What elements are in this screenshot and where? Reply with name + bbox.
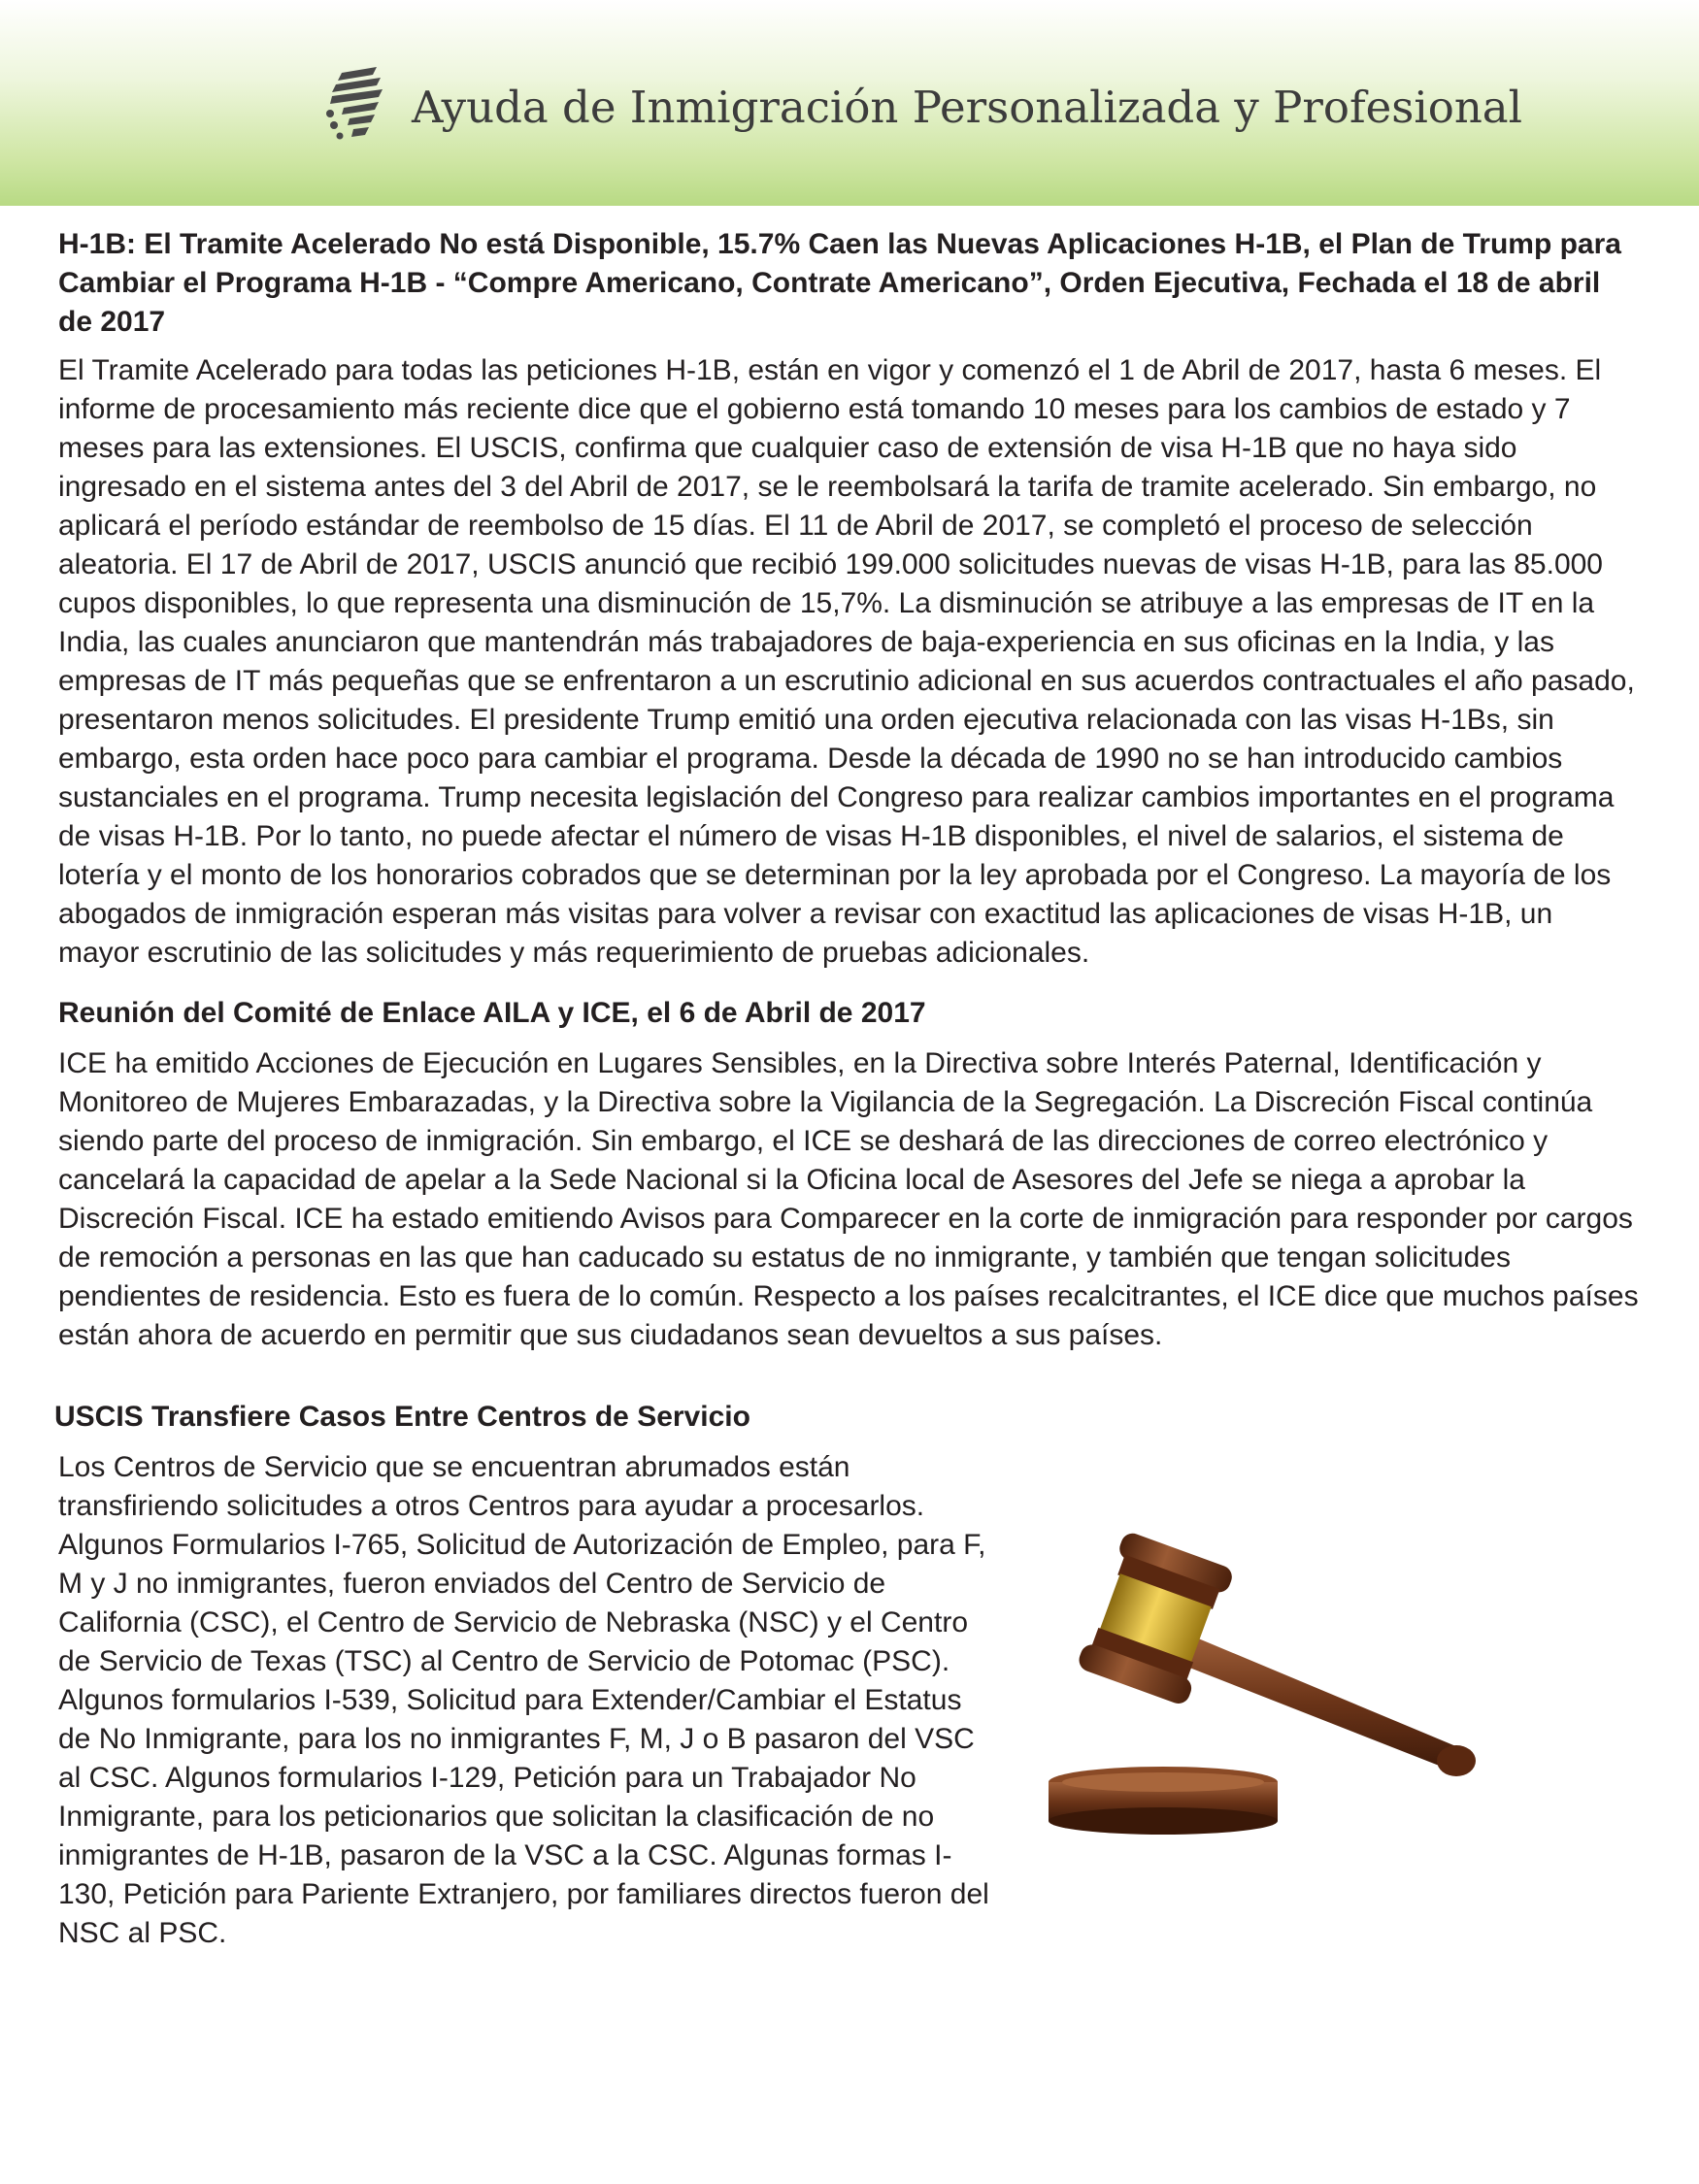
gavel-icon bbox=[1039, 1506, 1495, 1837]
section-body-aila-ice: ICE ha emitido Acciones de Ejecución en Lugares Sensibles, en la Directiva sobre Interés Paternal, Identificación y Monitoreo de Mujeres Embarazadas, y la Directiva sobre la Vigilancia de la Segregación. La Discreción Fiscal continúa siendo parte del proceso de inmigración. Sin embargo, el ICE se deshará de las direcciones de correo electrónico y cancelará la capacidad de apelar a la Sede Nacional si la Oficina local de Asesores del Jefe se niega a aprobar la Discreción Fiscal. ICE ha estado emitiendo Avisos para Comparecer en la corte de inmigración para responder por cargos de remoción a personas en las que han caducado su estatus de no inmigrante, y también que tengan solicitudes pendientes de residencia. Esto es fuera de lo común. Respecto a los países recalcitrantes, el ICE dice que muchos países están ahora de acuerdo en permitir que sus ciudadanos sean devueltos a sus países. bbox=[58, 1047, 1639, 1351]
brand-logo bbox=[320, 58, 1522, 155]
section-body-uscis-transfer: Los Centros de Servicio que se encuentran abrumados están transfiriendo solicitudes a otros Centros para ayudar a procesarlos. Algunos Formularios I-765, Solicitud de Autorización de Empleo, para F, M y J no inmigrantes, fueron enviados del Centro de Servicio de California (CSC), el Centro de Servicio de Nebraska (NSC) y el Centro de Servicio de Texas (TSC) al Centro de Servicio de Potomac (PSC). Algunos formularios I-539, Solicitud para Extender/Cambiar el Estatus de No Inmigrante, para los no inmigrantes F, M, J o B pasaron del VSC al CSC. Algunos formularios I-129, Petición para un Trabajador No Inmigrante, para los peticionarios que solicitan la clasificación de no inmigrantes de H-1B, pasaron de la VSC a la CSC. Algunas formas I-130, Petición para Pariente Extranjero, por familiares directos fueron del NSC al PSC. bbox=[58, 1451, 989, 1949]
section-title-uscis-transfer: USCIS Transfiere Casos Entre Centros de Servicio bbox=[54, 1401, 750, 1433]
article-content bbox=[54, 225, 1641, 1972]
section-body-h1b: El Tramite Acelerado para todas las peticiones H-1B, están en vigor y comenzó el 1 de Abril de 2017, hasta 6 meses. El informe de procesamiento más reciente dice que el gobierno está tomando 10 meses para los cambios de estado y 7 meses para las extensiones. El USCIS, confirma que cualquier caso de extensión de visa H-1B que no haya sido ingresado en el sistema antes del 3 del Abril de 2017, se le reembolsará la tarifa de tramite acelerado. Sin embargo, no aplicará el período estándar de reembolso de 15 días. El 11 de Abril de 2017, se completó el proceso de selección aleatoria. El 17 de Abril de 2017, USCIS anunció que recibió 199.000 solicitudes nuevas de visas H-1B, para las 85.000 cupos disponibles, lo que representa una disminución de 15,7%. La disminución se atribuye a las empresas de IT en la India, las cuales anunciaron que mantendrán más trabajadores de baja-experiencia en sus oficinas en la India, y las empresas de IT más pequeñas que se enfrentaron a un escrutinio adicional en sus acuerdos contractuales el año pasado, presentaron menos solicitudes. El presidente Trump emitió una orden ejecutiva relacionada con las visas H-1Bs, sin embargo, esta orden hace poco para cambiar el programa. Desde la década de 1990 no se han introducido cambios sustanciales en el programa. Trump necesita legislación del Congreso para realizar cambios importantes en el programa de visas H-1B. Por lo tanto, no puede afectar el número de visas H-1B disponibles, el nivel de salarios, el sistema de lotería y el monto de los honorarios cobrados que se determinan por la ley aprobada por el Congreso. La mayoría de los abogados de inmigración esperan más visitas para volver a revisar con exactitud las aplicaciones de visas H-1B, un mayor escrutinio de las solicitudes y más requerimiento de pruebas adicionales. bbox=[58, 354, 1635, 969]
brand-name: Ayuda de Inmigración Personalizada y Profesional bbox=[412, 81, 1523, 133]
section-title-h1b: H-1B: El Tramite Acelerado No está Disponible, 15.7% Caen las Nuevas Aplicaciones H-1B, el Plan de Trump para Cambiar el Programa H-1B - “Compre Americano, Contrate Americano”, Orden Ejecutiva, Fechada el 18 de abril de 2017 bbox=[58, 228, 1621, 338]
section-uscis-transfer-row bbox=[58, 1448, 1641, 1972]
striped-spiral-logo-icon bbox=[320, 63, 398, 150]
section-title-aila-ice: Reunión del Comité de Enlace AILA y ICE, el 6 de Abril de 2017 bbox=[58, 997, 926, 1029]
header-banner bbox=[0, 0, 1699, 206]
